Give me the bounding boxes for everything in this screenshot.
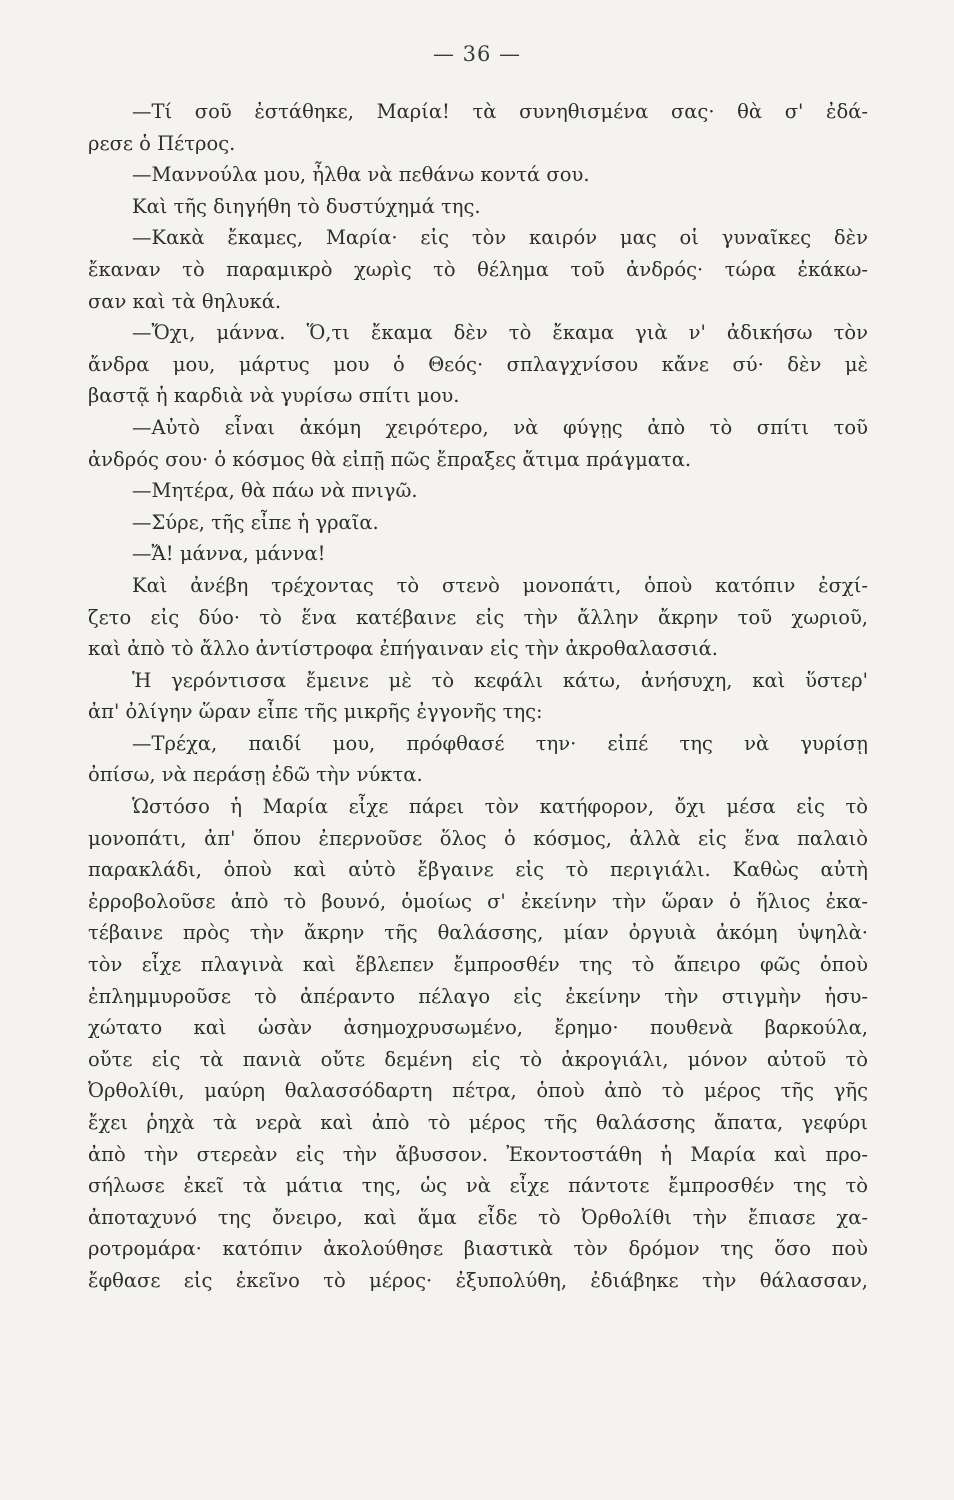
text-line: —Κακὰ ἔκαμες, Μαρία· εἰς τὸν καιρόν μας οἱ γυναῖκες δὲν (132, 226, 868, 250)
text-line: οὔτε εἰς τὰ πανιὰ οὔτε δεμένη εἰς τὸ ἀκρογιάλι, μόνον αὐτοῦ τὸ (88, 1047, 868, 1071)
text-line: —Ἄ! μάννα, μάννα! (132, 542, 326, 566)
text-line: —Τρέχα, παιδί μου, πρόφθασέ την· εἰπέ της νὰ γυρίσῃ (132, 731, 868, 755)
text-line: —Τί σοῦ ἐστάθηκε, Μαρία! τὰ συνηθισμένα σας· θὰ σ' ἐδά- (132, 100, 868, 123)
text-line: βαστᾷ ἡ καρδιὰ νὰ γυρίσω σπίτι μου. (88, 384, 460, 408)
text-line: Καὶ ἀνέβη τρέχοντας τὸ στενὸ μονοπάτι, ὁποὺ κατόπιν ἐσχί- (132, 573, 868, 597)
text-line: χώτατο καὶ ὡσὰν ἀσημοχρυσωμένο, ἔρημο· πουθενὰ βαρκούλα, (88, 1016, 868, 1040)
text-line: καὶ ἀπὸ τὸ ἄλλο ἀντίστροφα ἐπήγαιναν εἰς τὴν ἀκροθαλασσιά. (88, 637, 718, 661)
text-line: ὀπίσω, νὰ περάσῃ ἐδῶ τὴν νύκτα. (88, 763, 423, 787)
text-line: —Μητέρα, θὰ πάω νὰ πνιγῶ. (132, 479, 418, 503)
text-line: ἀπὸ τὴν στερεὰν εἰς τὴν ἄβυσσον. Ἐκοντοστάθη ἡ Μαρία καὶ προ- (88, 1142, 868, 1166)
text-line: ἀποταχυνό της ὄνειρο, καὶ ἅμα εἶδε τὸ Ὀρθολίθι τὴν ἔπιασε χα- (88, 1205, 868, 1229)
text-line: σήλωσε ἐκεῖ τὰ μάτια της, ὡς νὰ εἶχε πάντοτε ἔμπροσθέν της τὸ (88, 1174, 868, 1198)
text-line: —Ὄχι, μάννα. Ὅ,τι ἔκαμα δὲν τὸ ἔκαμα γιὰ ν' ἀδικήσω τὸν (132, 321, 868, 345)
text-line: τέβαινε πρὸς τὴν ἄκρην τῆς θαλάσσης, μίαν ὀργυιὰ ἀκόμη ὑψηλὰ· (88, 921, 868, 945)
text-line: Ὀρθολίθι, μαύρη θαλασσόδαρτη πέτρα, ὁποὺ ἀπὸ τὸ μέρος τῆς γῆς (88, 1079, 868, 1103)
text-line: ἐπλημμυροῦσε τὸ ἀπέραντο πέλαγο εἰς ἐκείνην τὴν στιγμὴν ἡσυ- (88, 984, 868, 1008)
text-line: ἐρροβολοῦσε ἀπὸ τὸ βουνό, ὁμοίως σ' ἐκείνην τὴν ὥραν ὁ ἥλιος ἐκα- (88, 889, 868, 913)
text-line: ρεσε ὁ Πέτρος. (88, 131, 236, 155)
text-line: τὸν εἶχε πλαγινὰ καὶ ἔβλεπεν ἔμπροσθέν της τὸ ἄπειρο φῶς ὁποὺ (88, 953, 868, 977)
text-line: ἀνδρός σου· ὁ κόσμος θὰ εἰπῇ πῶς ἔπραξες ἄτιμα πράγματα. (88, 447, 692, 471)
text-line: ἔχει ῥηχὰ τὰ νερὰ καὶ ἀπὸ τὸ μέρος τῆς θαλάσσης ἄπατα, γεφύρι (88, 1111, 868, 1134)
text-line: παρακλάδι, ὁποὺ καὶ αὐτὸ ἔβγαινε εἰς τὸ περιγιάλι. Καθὼς αὐτὴ (88, 858, 868, 882)
text-line: Καὶ τῆς διηγήθη τὸ δυστύχημά της. (132, 194, 481, 218)
text-line: Ἡ γερόντισσα ἔμεινε μὲ τὸ κεφάλι κάτω, ἀνήσυχη, καὶ ὕστερ' (132, 668, 868, 692)
text-line: ζετο εἰς δύο· τὸ ἕνα κατέβαινε εἰς τὴν ἄλλην ἄκρην τοῦ χωριοῦ, (88, 605, 868, 629)
text-line: ροτρομάρα· κατόπιν ἀκολούθησε βιαστικὰ τὸν δρόμον της ὅσο ποὺ (88, 1237, 868, 1261)
text-line: —Αὐτὸ εἶναι ἀκόμη χειρότερο, νὰ φύγῃς ἀπὸ τὸ σπίτι τοῦ (132, 415, 868, 439)
text-line: —Σύρε, τῆς εἶπε ἡ γραῖα. (132, 510, 379, 534)
text-line: μονοπάτι, ἀπ' ὅπου ἐπερνοῦσε ὅλος ὁ κόσμος, ἀλλὰ εἰς ἕνα παλαιὸ (88, 826, 868, 850)
text-line: ἀπ' ὀλίγην ὥραν εἶπε τῆς μικρῆς ἐγγονῆς της: (88, 700, 543, 724)
text-line: σαν καὶ τὰ θηλυκά. (88, 289, 282, 313)
page-number: — 36 — (432, 42, 522, 66)
text-line: —Μαννούλα μου, ἦλθα νὰ πεθάνω κοντά σου. (132, 163, 590, 187)
text-line: Ὡστόσο ἡ Μαρία εἶχε πάρει τὸν κατήφορον, ὄχι μέσα εἰς τὸ (132, 795, 868, 819)
text-line: ἔκαναν τὸ παραμικρὸ χωρὶς τὸ θέλημα τοῦ ἀνδρός· τώρα ἐκάκω- (88, 257, 868, 281)
text-line: ἔφθασε εἰς ἐκεῖνο τὸ μέρος· ἐξυπολύθη, ἐδιάβηκε τὴν θάλασσαν, (88, 1268, 868, 1292)
body-text (88, 96, 868, 1297)
text-line: ἄνδρα μου, μάρτυς μου ὁ Θεός· σπλαγχνίσου κἄνε σύ· δὲν μὲ (88, 352, 868, 376)
